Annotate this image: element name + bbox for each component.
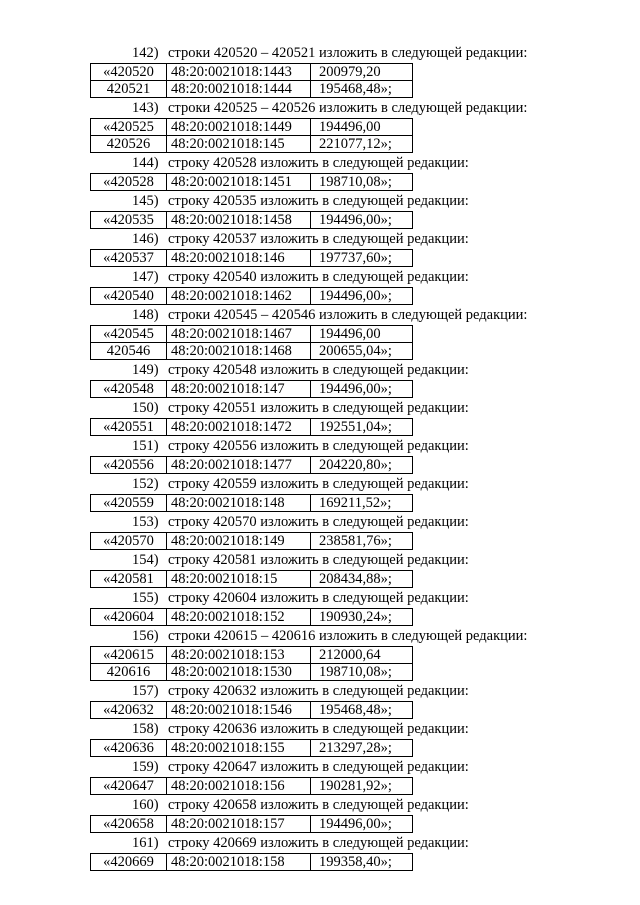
amendment-heading [0, 268, 640, 286]
amendment-text: строку 420581 изложить в следующей редакции: [168, 552, 469, 568]
amendment-table [90, 701, 413, 719]
cadastral-number-cell: 48:20:0021018:155 [167, 740, 311, 757]
table-row [91, 136, 413, 153]
amendment-table [90, 853, 413, 871]
amendment-number: 153) [132, 514, 159, 530]
amendment-heading [0, 44, 640, 62]
amendment-number: 158) [132, 721, 159, 737]
amendment-heading [0, 475, 640, 493]
row-code-cell: «420647 [91, 778, 167, 795]
amendment-heading [0, 192, 640, 210]
value-cell: 190281,92»; [311, 778, 413, 795]
amendment-number: 156) [132, 628, 159, 644]
amendment-heading [0, 306, 640, 324]
row-code-cell: «420551 [91, 419, 167, 436]
amendment-heading [0, 399, 640, 417]
cadastral-number-cell: 48:20:0021018:158 [167, 854, 311, 871]
cadastral-number-cell: 48:20:0021018:1467 [167, 326, 311, 343]
table-row [91, 664, 413, 681]
table-row [91, 816, 413, 833]
row-code-cell: «420520 [91, 64, 167, 81]
amendment-heading [0, 758, 640, 776]
amendment-number: 160) [132, 797, 159, 813]
value-cell: 194496,00 [311, 119, 413, 136]
amendment-heading [0, 551, 640, 569]
amendment-heading [0, 99, 640, 117]
table-row [91, 381, 413, 398]
value-cell: 208434,88»; [311, 571, 413, 588]
value-cell: 194496,00»; [311, 381, 413, 398]
amendment-text: строку 420669 изложить в следующей редакции: [168, 835, 469, 851]
amendment-number: 161) [132, 835, 159, 851]
amendment-table [90, 646, 413, 681]
amendment-number: 142) [132, 45, 159, 61]
table-row [91, 647, 413, 664]
value-cell: 194496,00 [311, 326, 413, 343]
amendment-table [90, 325, 413, 360]
amendment-number: 157) [132, 683, 159, 699]
cadastral-number-cell: 48:20:0021018:153 [167, 647, 311, 664]
value-cell: 169211,52»; [311, 495, 413, 512]
amendment-text: строку 420636 изложить в следующей редакции: [168, 721, 469, 737]
row-code-cell: «420669 [91, 854, 167, 871]
amendment-heading [0, 230, 640, 248]
cadastral-number-cell: 48:20:0021018:156 [167, 778, 311, 795]
row-code-cell: «420540 [91, 288, 167, 305]
amendment-heading [0, 682, 640, 700]
cadastral-number-cell: 48:20:0021018:1462 [167, 288, 311, 305]
row-code-cell: «420537 [91, 250, 167, 267]
value-cell: 221077,12»; [311, 136, 413, 153]
table-row [91, 609, 413, 626]
amendment-table [90, 418, 413, 436]
amendment-table [90, 815, 413, 833]
document-page [0, 44, 640, 872]
amendment-heading [0, 154, 640, 172]
cadastral-number-cell: 48:20:0021018:1451 [167, 174, 311, 191]
table-row [91, 571, 413, 588]
row-code-cell: «420528 [91, 174, 167, 191]
row-code-cell: 420521 [91, 81, 167, 98]
amendment-text: строку 420647 изложить в следующей редакции: [168, 759, 469, 775]
value-cell: 192551,04»; [311, 419, 413, 436]
row-code-cell: «420570 [91, 533, 167, 550]
value-cell: 213297,28»; [311, 740, 413, 757]
cadastral-number-cell: 48:20:0021018:1477 [167, 457, 311, 474]
value-cell: 238581,76»; [311, 533, 413, 550]
table-row [91, 326, 413, 343]
amendment-table [90, 211, 413, 229]
value-cell: 195468,48»; [311, 702, 413, 719]
row-code-cell: «420658 [91, 816, 167, 833]
row-code-cell: «420581 [91, 571, 167, 588]
amendment-heading [0, 589, 640, 607]
amendment-number: 144) [132, 155, 159, 171]
cadastral-number-cell: 48:20:0021018:148 [167, 495, 311, 512]
cadastral-number-cell: 48:20:0021018:1443 [167, 64, 311, 81]
amendment-table [90, 118, 413, 153]
table-row [91, 702, 413, 719]
amendment-text: строку 420537 изложить в следующей редакции: [168, 231, 469, 247]
amendment-number: 155) [132, 590, 159, 606]
amendment-heading [0, 513, 640, 531]
amendment-table [90, 739, 413, 757]
table-row [91, 343, 413, 360]
cadastral-number-cell: 48:20:0021018:1458 [167, 212, 311, 229]
row-code-cell: «420559 [91, 495, 167, 512]
amendment-text: строку 420528 изложить в следующей редакции: [168, 155, 469, 171]
amendment-number: 150) [132, 400, 159, 416]
amendment-text: строку 420556 изложить в следующей редакции: [168, 438, 469, 454]
value-cell: 190930,24»; [311, 609, 413, 626]
amendment-text: строку 420604 изложить в следующей редакции: [168, 590, 469, 606]
value-cell: 195468,48»; [311, 81, 413, 98]
amendment-number: 151) [132, 438, 159, 454]
amendment-number: 152) [132, 476, 159, 492]
amendment-text: строку 420548 изложить в следующей редакции: [168, 362, 469, 378]
value-cell: 194496,00»; [311, 288, 413, 305]
amendment-number: 148) [132, 307, 159, 323]
amendment-text: строки 420525 – 420526 изложить в следующей редакции: [168, 100, 528, 116]
amendment-table [90, 494, 413, 512]
cadastral-number-cell: 48:20:0021018:15 [167, 571, 311, 588]
amendment-text: строку 420551 изложить в следующей редакции: [168, 400, 469, 416]
table-row [91, 212, 413, 229]
row-code-cell: 420526 [91, 136, 167, 153]
table-row [91, 778, 413, 795]
row-code-cell: 420616 [91, 664, 167, 681]
amendment-table [90, 249, 413, 267]
value-cell: 194496,00»; [311, 816, 413, 833]
cadastral-number-cell: 48:20:0021018:1472 [167, 419, 311, 436]
amendment-number: 143) [132, 100, 159, 116]
cadastral-number-cell: 48:20:0021018:147 [167, 381, 311, 398]
amendment-number: 146) [132, 231, 159, 247]
amendment-text: строки 420545 – 420546 изложить в следующей редакции: [168, 307, 528, 323]
amendment-table [90, 777, 413, 795]
cadastral-number-cell: 48:20:0021018:149 [167, 533, 311, 550]
amendment-text: строки 420615 – 420616 изложить в следующей редакции: [168, 628, 528, 644]
amendment-heading [0, 437, 640, 455]
value-cell: 212000,64 [311, 647, 413, 664]
row-code-cell: «420632 [91, 702, 167, 719]
value-cell: 194496,00»; [311, 212, 413, 229]
amendment-number: 154) [132, 552, 159, 568]
table-row [91, 740, 413, 757]
row-code-cell: «420535 [91, 212, 167, 229]
value-cell: 198710,08»; [311, 664, 413, 681]
value-cell: 197737,60»; [311, 250, 413, 267]
table-row [91, 81, 413, 98]
row-code-cell: «420604 [91, 609, 167, 626]
cadastral-number-cell: 48:20:0021018:1444 [167, 81, 311, 98]
value-cell: 200979,20 [311, 64, 413, 81]
row-code-cell: 420546 [91, 343, 167, 360]
amendment-text: строку 420535 изложить в следующей редакции: [168, 193, 469, 209]
cadastral-number-cell: 48:20:0021018:1546 [167, 702, 311, 719]
table-row [91, 419, 413, 436]
amendment-heading [0, 834, 640, 852]
amendment-text: строку 420570 изложить в следующей редакции: [168, 514, 469, 530]
amendment-table [90, 380, 413, 398]
row-code-cell: «420545 [91, 326, 167, 343]
amendment-number: 145) [132, 193, 159, 209]
amendment-text: строку 420658 изложить в следующей редакции: [168, 797, 469, 813]
value-cell: 199358,40»; [311, 854, 413, 871]
amendment-number: 159) [132, 759, 159, 775]
table-row [91, 495, 413, 512]
amendment-text: строку 420559 изложить в следующей редакции: [168, 476, 469, 492]
amendment-table [90, 287, 413, 305]
cadastral-number-cell: 48:20:0021018:157 [167, 816, 311, 833]
value-cell: 198710,08»; [311, 174, 413, 191]
table-row [91, 457, 413, 474]
value-cell: 204220,80»; [311, 457, 413, 474]
row-code-cell: «420525 [91, 119, 167, 136]
cadastral-number-cell: 48:20:0021018:1530 [167, 664, 311, 681]
cadastral-number-cell: 48:20:0021018:145 [167, 136, 311, 153]
cadastral-number-cell: 48:20:0021018:1468 [167, 343, 311, 360]
amendment-heading [0, 796, 640, 814]
table-row [91, 288, 413, 305]
amendment-table [90, 173, 413, 191]
amendment-text: строки 420520 – 420521 изложить в следующей редакции: [168, 45, 528, 61]
amendment-heading [0, 720, 640, 738]
amendment-table [90, 63, 413, 98]
amendment-table [90, 532, 413, 550]
row-code-cell: «420615 [91, 647, 167, 664]
amendment-table [90, 570, 413, 588]
table-row [91, 854, 413, 871]
amendment-text: строку 420632 изложить в следующей редакции: [168, 683, 469, 699]
table-row [91, 64, 413, 81]
amendment-table [90, 608, 413, 626]
row-code-cell: «420636 [91, 740, 167, 757]
row-code-cell: «420548 [91, 381, 167, 398]
table-row [91, 533, 413, 550]
cadastral-number-cell: 48:20:0021018:146 [167, 250, 311, 267]
table-row [91, 174, 413, 191]
table-row [91, 250, 413, 267]
cadastral-number-cell: 48:20:0021018:1449 [167, 119, 311, 136]
table-row [91, 119, 413, 136]
amendment-heading [0, 361, 640, 379]
amendment-number: 147) [132, 269, 159, 285]
row-code-cell: «420556 [91, 457, 167, 474]
cadastral-number-cell: 48:20:0021018:152 [167, 609, 311, 626]
amendment-text: строку 420540 изложить в следующей редакции: [168, 269, 469, 285]
amendment-number: 149) [132, 362, 159, 378]
value-cell: 200655,04»; [311, 343, 413, 360]
amendment-table [90, 456, 413, 474]
amendment-heading [0, 627, 640, 645]
